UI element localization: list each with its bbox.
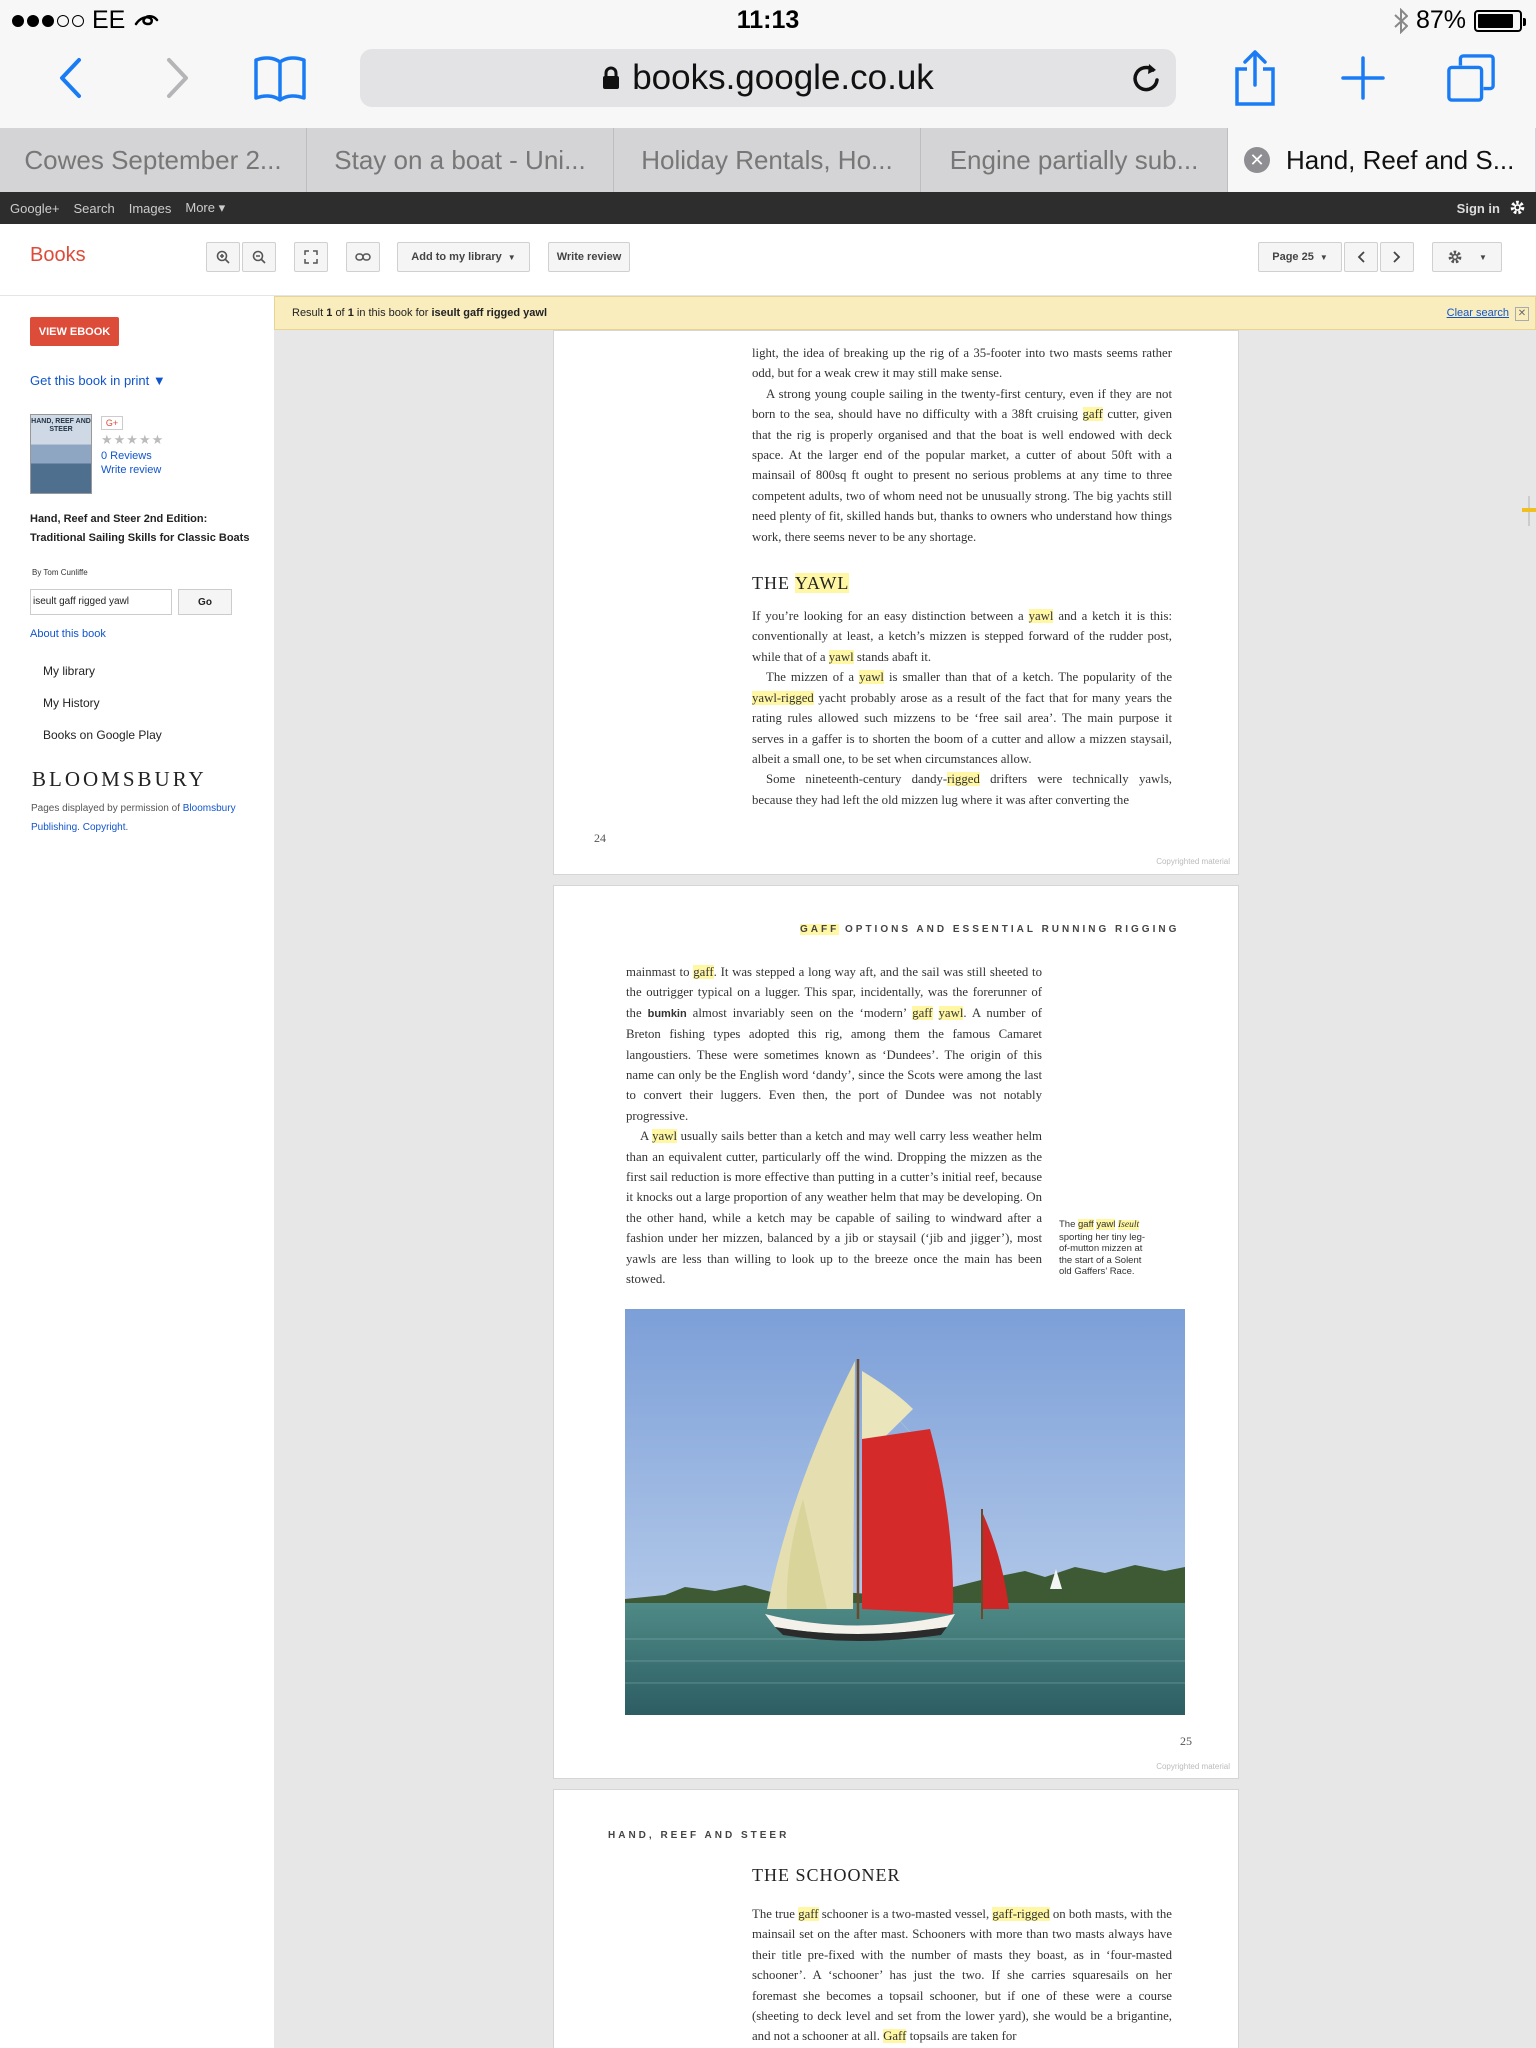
search-result-marker[interactable] bbox=[1514, 496, 1536, 518]
zoom-in-icon bbox=[216, 250, 230, 264]
paragraph bbox=[626, 1126, 1042, 1289]
search-highlight: YAWL bbox=[794, 573, 850, 594]
add-to-library-button[interactable] bbox=[397, 242, 530, 272]
paragraph bbox=[752, 606, 1172, 667]
reviews-link[interactable]: 0 Reviews bbox=[101, 450, 152, 462]
text-run: drifters were technically yawls, because they had left the old mizzen lug where it was after converting the bbox=[752, 772, 1172, 807]
search-highlight: Iseult bbox=[1118, 1220, 1140, 1230]
sailing-yawl-photo bbox=[625, 1309, 1185, 1715]
text-run: usually sails better than a ketch and may well carry less weather helm than an equivalent cutter, particularly off the wind. Dropping the mizzen as the first sail reduction is more effective than putting in a cutter’s initial reef, because it knocks out a large proportion of any weather helm that may be developing. On the other hand, while a ketch may be capable of sailing to windward after a fashion under her mizzen, balanced by a jib or staysail (‘jib and jigger’), most yawls are less than willing to look up to the breeze once the main has been stowed. bbox=[626, 1129, 1043, 1287]
book-sidebar bbox=[0, 296, 274, 2048]
paragraph bbox=[626, 962, 1042, 1126]
search-highlight: yawl bbox=[938, 1005, 964, 1020]
search-highlight: yawl bbox=[652, 1129, 678, 1144]
my-history-link[interactable]: My History bbox=[43, 696, 100, 710]
status-right bbox=[1394, 6, 1522, 35]
search-highlight: yawl-rigged bbox=[752, 690, 814, 705]
result-pre: Result bbox=[292, 307, 324, 319]
text-run: yacht probably arose as a result of the fact that for many years the rating rules allowed such mizzens to be ‘free sail area’. The main purpose it serves in a gaffer is to shorten the boom of a cutter and allow a mizzen staysail, albeit a small one, to be set when circumstances allow. bbox=[752, 690, 1172, 766]
text-run: almost invariably seen on the ‘modern’ bbox=[692, 1005, 907, 1020]
search-highlight: gaff-rigged bbox=[992, 1907, 1050, 1921]
battery-icon bbox=[1474, 10, 1522, 32]
search-highlight: gaff bbox=[1078, 1219, 1094, 1230]
close-icon[interactable]: ✕ bbox=[1515, 307, 1529, 321]
bluetooth-icon bbox=[1394, 8, 1408, 34]
forward-button[interactable] bbox=[158, 50, 198, 106]
clock: 11:13 bbox=[736, 6, 800, 34]
browser-tab[interactable]: Holiday Rentals, Ho... bbox=[614, 128, 921, 192]
section-heading: THE SCHOONER bbox=[752, 1865, 901, 1885]
page-number: 25 bbox=[1180, 1734, 1192, 1748]
sign-in-link[interactable]: Sign in bbox=[1456, 200, 1500, 216]
paragraph bbox=[752, 1904, 1172, 2047]
book-page bbox=[553, 330, 1239, 875]
gbar-googleplus[interactable]: Google+ bbox=[10, 200, 60, 216]
paragraph bbox=[752, 769, 1172, 810]
result-total: 1 bbox=[347, 307, 354, 319]
gbar-search[interactable]: Search bbox=[73, 200, 115, 216]
book-viewer[interactable] bbox=[274, 296, 1536, 2048]
caret-down-icon: ▼ bbox=[1479, 252, 1487, 262]
caption-text: sporting her tiny leg-of-mutton mizzen at the start of a Solent old Gaffers’ Race. bbox=[1059, 1231, 1146, 1277]
chevron-left-icon bbox=[58, 57, 82, 99]
caption-text: The bbox=[1059, 1219, 1076, 1230]
photo-caption bbox=[1059, 1219, 1155, 1278]
bookmarks-button[interactable] bbox=[250, 50, 310, 106]
link-button[interactable] bbox=[346, 242, 380, 272]
text-run: mainmast to bbox=[626, 965, 690, 979]
permission-text: Pages displayed by permission of Bloomsbury Publishing. Copyright. bbox=[31, 803, 236, 833]
lock-icon bbox=[602, 66, 620, 90]
view-ebook-button[interactable]: VIEW EBOOK bbox=[30, 317, 119, 346]
book-page bbox=[553, 885, 1239, 1779]
browser-toolbar bbox=[0, 42, 1536, 128]
search-highlight: yawl bbox=[1028, 609, 1054, 624]
book-icon bbox=[252, 54, 308, 102]
browser-tab-active[interactable] bbox=[1228, 128, 1535, 192]
view-settings-button[interactable] bbox=[1432, 242, 1502, 272]
google-play-link[interactable]: Books on Google Play bbox=[43, 728, 162, 742]
battery-percent: 87% bbox=[1415, 6, 1466, 34]
link-icon bbox=[355, 252, 371, 262]
previous-page-button[interactable] bbox=[1344, 242, 1378, 272]
text-run: stands abaft it. bbox=[856, 649, 932, 664]
cover-title: HAND, REEF AND STEER bbox=[31, 418, 91, 433]
text-run: is smaller than that of a ketch. The popularity of the bbox=[888, 670, 1172, 685]
caret-down-icon: ▼ bbox=[507, 252, 516, 262]
tab-strip bbox=[0, 128, 1536, 192]
publisher-logo[interactable]: BLOOMSBURY bbox=[32, 767, 207, 791]
battery-fill bbox=[1478, 14, 1513, 28]
zoom-out-button[interactable] bbox=[242, 242, 276, 272]
page-select-label: Page 25 bbox=[1272, 251, 1314, 263]
publisher-link[interactable]: Bloomsbury Publishing bbox=[31, 803, 236, 833]
text-run: The mizzen of a bbox=[766, 670, 855, 685]
fullscreen-icon bbox=[304, 250, 318, 264]
my-library-link[interactable]: My library bbox=[43, 664, 96, 678]
text-run: cutter, given that the rig is properly organised and that the boat is well endowed with deck space. At the larger end of the popular market, a cutter of about 50ft with a mainsail of 800sq ft ought to present no serious problems at any time to three competent adults, two of whom need not be unusually strong. The big yachts still need plenty of fit, skilled hands but, thanks to owners who understand how things work, there seems never to be any shortage. bbox=[752, 407, 1172, 544]
text-run: A strong young couple sailing in the twenty-first century, even if they are not born to the sea, should have no difficulty with a 38ft cruising bbox=[752, 386, 1172, 422]
text-run: A bbox=[640, 1129, 649, 1144]
carrier-name: EE bbox=[92, 6, 126, 34]
tabs-icon bbox=[1446, 52, 1496, 104]
search-highlight: rigged bbox=[947, 772, 980, 787]
new-tab-button[interactable] bbox=[1340, 50, 1386, 106]
search-highlight: gaff bbox=[693, 965, 714, 979]
books-toolbar bbox=[0, 224, 1536, 296]
share-button[interactable] bbox=[1230, 50, 1280, 106]
add-to-library-label: Add to my library bbox=[411, 251, 502, 263]
text-run: on both masts, with the mainsail set on the after mast. Schooners with more than two masts always have their title pre-fixed with the number of masts they boast, as in ‘four-masted schooner’. A ‘schooner’ has just the two. If she carries squaresails on her foremast she becomes a topsail schooner, but if one of these were a course (sheeting to deck level and set from the lower yard), she would be a brigantine, and not a schooner at all. bbox=[752, 1907, 1172, 2044]
search-highlight: yawl bbox=[859, 670, 884, 685]
text-run: If you’re looking for an easy distinction between a bbox=[752, 609, 1024, 624]
books-logo[interactable]: Books bbox=[30, 244, 86, 266]
back-button[interactable] bbox=[50, 50, 90, 106]
text-run: and a ketch it is this: conventionally at least, a ketch’s mizzen is stepped forward of the rudder post, while that of a bbox=[752, 609, 1173, 664]
write-review-link[interactable]: Write review bbox=[101, 464, 162, 476]
zoom-in-button[interactable] bbox=[206, 242, 240, 272]
page-text bbox=[752, 343, 1172, 810]
zoom-out-icon bbox=[252, 250, 266, 264]
copyright-notice: Copyrighted material bbox=[1156, 1762, 1230, 1771]
search-highlight: gaff bbox=[798, 1907, 819, 1921]
chevron-left-icon bbox=[1357, 251, 1365, 263]
book-cover[interactable] bbox=[30, 414, 92, 494]
page-number: 24 bbox=[594, 831, 606, 845]
search-highlight: gaff bbox=[1082, 407, 1103, 422]
heading-word: THE bbox=[752, 573, 790, 594]
result-number: 1 bbox=[326, 307, 333, 319]
tabs-overview-button[interactable] bbox=[1446, 50, 1496, 106]
close-tab-icon[interactable]: ✕ bbox=[1244, 147, 1270, 173]
text-run: schooner is a two-masted vessel, bbox=[821, 1907, 990, 1921]
reload-icon[interactable] bbox=[1130, 61, 1162, 95]
status-bar bbox=[0, 0, 1536, 42]
running-head bbox=[800, 924, 1179, 935]
page-text bbox=[752, 1904, 1172, 2047]
paragraph bbox=[752, 667, 1172, 769]
google-plus-button[interactable]: G+ bbox=[101, 416, 123, 430]
page-select[interactable] bbox=[1258, 242, 1342, 272]
permission-label: Pages displayed by permission of bbox=[31, 803, 180, 814]
caret-down-icon: ▼ bbox=[1319, 252, 1328, 262]
running-head-text: OPTIONS AND ESSENTIAL RUNNING RIGGING bbox=[845, 924, 1180, 935]
book-page bbox=[553, 1789, 1239, 2048]
chevron-right-icon bbox=[1393, 251, 1401, 263]
section-heading bbox=[752, 573, 1172, 594]
text-run: The true bbox=[752, 1907, 795, 1921]
google-bar bbox=[0, 192, 1536, 224]
write-review-button[interactable]: Write review bbox=[548, 242, 630, 272]
page-text bbox=[626, 962, 1042, 1290]
gbar-more[interactable]: More ▾ bbox=[185, 200, 226, 215]
result-mid: in this book for bbox=[356, 307, 429, 319]
search-highlight: yawl bbox=[1096, 1219, 1116, 1230]
text-run: Some nineteenth-century dandy- bbox=[766, 772, 948, 787]
browser-tab[interactable]: Engine partially sub... bbox=[921, 128, 1228, 192]
fullscreen-button[interactable] bbox=[294, 242, 328, 272]
paragraph: light, the idea of breaking up the rig of a 35-footer into two masts seems rather odd, but for a weak crew it may still make sense. bbox=[752, 346, 1172, 381]
copyright-notice: Copyrighted material bbox=[1156, 857, 1230, 866]
text-run: . It was stepped a long way aft, and the sail was still sheeted to the outrigger typical on a lugger. This spar, incidentally, was the forerunner of the bbox=[626, 965, 1042, 1020]
about-book-link[interactable]: About this book bbox=[30, 628, 106, 640]
book-title: Hand, Reef and Steer 2nd Edition: Traditional Sailing Skills for Classic Boats bbox=[30, 513, 250, 544]
result-query: iseult gaff rigged yawl bbox=[431, 307, 548, 319]
url-text: books.google.co.uk bbox=[632, 58, 934, 97]
text-run: topsails are taken for bbox=[909, 2029, 1017, 2044]
book-author: By Tom Cunliffe bbox=[32, 568, 88, 577]
clear-search-link[interactable]: Clear search bbox=[1446, 307, 1509, 319]
address-bar[interactable] bbox=[360, 49, 1176, 107]
rating-stars: ★★★★★ bbox=[101, 432, 165, 447]
browser-tab[interactable]: Cowes September 2... bbox=[0, 128, 307, 192]
paragraph bbox=[752, 384, 1172, 547]
search-result-bar bbox=[274, 296, 1536, 330]
copyright-link[interactable]: Copyright bbox=[82, 822, 126, 833]
browser-tab-label: Hand, Reef and S... bbox=[1286, 144, 1515, 175]
running-head: HAND, REEF AND STEER bbox=[608, 1830, 790, 1841]
gbar-images[interactable]: Images bbox=[128, 200, 172, 216]
search-go-button[interactable]: Go bbox=[178, 589, 232, 615]
gear-icon[interactable] bbox=[1509, 199, 1526, 216]
share-icon bbox=[1233, 49, 1277, 107]
search-highlight: GAFF bbox=[800, 924, 840, 935]
browser-tab[interactable]: Stay on a boat - Uni... bbox=[307, 128, 614, 192]
search-highlight: Gaff bbox=[883, 2029, 907, 2044]
bold-term: bumkin bbox=[647, 1007, 687, 1020]
plus-icon bbox=[1341, 56, 1385, 100]
next-page-button[interactable] bbox=[1380, 242, 1414, 272]
result-of: of bbox=[335, 307, 345, 319]
search-highlight: yawl bbox=[828, 649, 854, 664]
text-run: . A number of Breton fishing types adopted this rig, among them the famous Camaret langoustiers. These were sometimes known as ‘Dundees’. The origin of this name can only be the English word ‘dandy’, since the Scots were among the last to convert their luggers. Even then, the port of Dundee was not notably progressive. bbox=[626, 1005, 1043, 1123]
chevron-right-icon bbox=[166, 57, 190, 99]
search-in-book-input[interactable]: iseult gaff rigged yawl bbox=[30, 589, 172, 615]
get-book-in-print-link[interactable]: Get this book in print ▼ bbox=[30, 373, 166, 388]
search-highlight: gaff bbox=[912, 1005, 933, 1020]
gear-icon bbox=[1447, 249, 1463, 265]
